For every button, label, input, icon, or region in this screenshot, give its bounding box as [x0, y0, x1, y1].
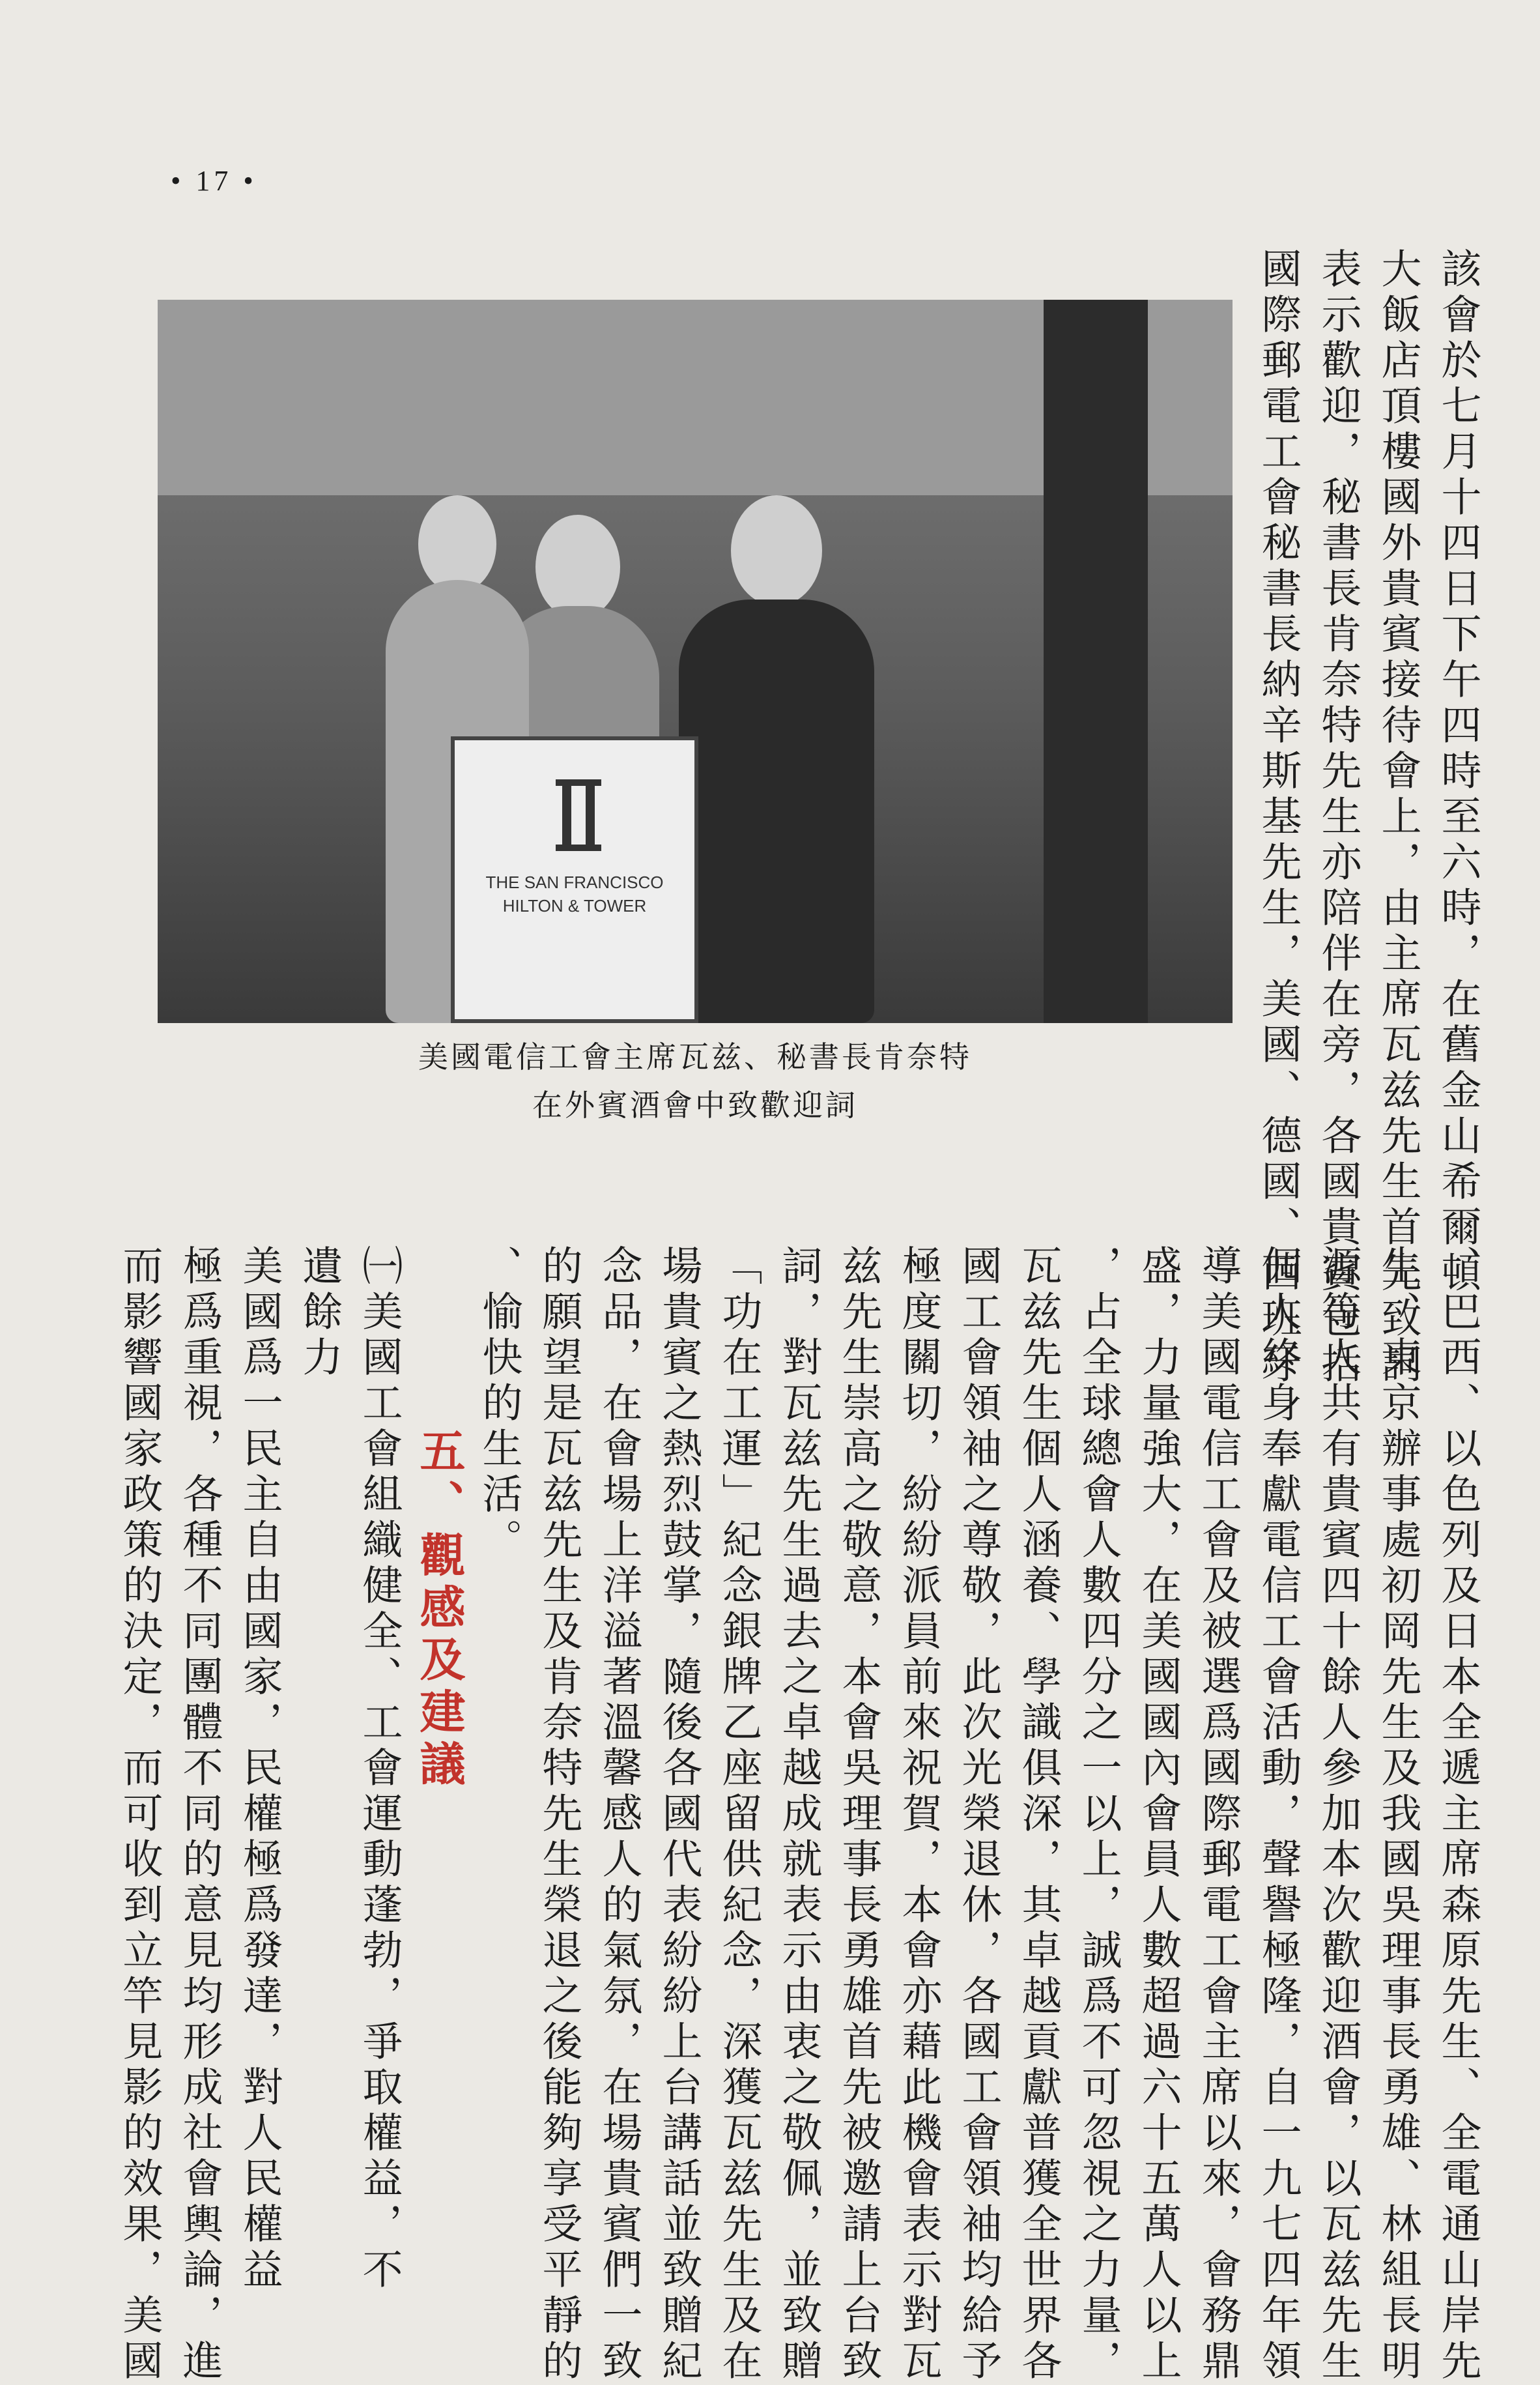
- person-head: [535, 515, 620, 619]
- text-line: 極爲重視，各種不同團體不同的意見均形成社會輿論，進: [176, 1245, 223, 2385]
- text-line: 遺餘力: [296, 1245, 343, 1381]
- text-line: 個人終身奉獻電信工會活動，聲譽極隆，自一九七四年領: [1255, 1245, 1302, 2385]
- caption-line: 美國電信工會主席瓦兹、秘書長肯奈特: [418, 1039, 972, 1075]
- text-line: 國際郵電工會秘書長納辛斯基先生，美國、德國、西班牙: [1255, 248, 1302, 1388]
- text-line: 的願望是瓦兹先生及肯奈特先生榮退之後能夠享受平靜的: [535, 1245, 583, 2385]
- hilton-logo-icon: [556, 779, 601, 851]
- photo-caption: [158, 1033, 1233, 1129]
- podium-text: [455, 871, 694, 918]
- text-line: 源等人共有貴賓四十餘人參加本次歡迎酒會，以瓦兹先生: [1315, 1245, 1362, 2385]
- text-line: 「功在工運」紀念銀牌乙座留供紀念，深獲瓦兹先生及在: [715, 1245, 763, 2385]
- person-head: [418, 495, 496, 593]
- text-line: 極度關切，紛紛派員前來祝賀，本會亦藉此機會表示對瓦: [895, 1245, 943, 2385]
- text-line: 表示歡迎，秘書長肯奈特先生亦陪伴在旁，各國貴賓包括: [1315, 248, 1362, 1388]
- text-line: 念品，在會場上洋溢著溫馨感人的氣氛，在場貴賓們一致: [595, 1245, 643, 2385]
- text-line: 場貴賓之熱烈鼓掌，隨後各國代表紛紛上台講話並致贈紀: [655, 1245, 703, 2385]
- podium-text-line: THE SAN FRANCISCO: [485, 873, 664, 892]
- podium: [451, 736, 698, 1023]
- person-body: [679, 600, 874, 1023]
- text-line: 詞，對瓦兹先生過去之卓越成就表示由衷之敬佩，並致贈: [775, 1245, 823, 2385]
- text-line: 美國爲一民主自由國家，民權極爲發達，對人民權益: [236, 1245, 283, 2294]
- text-line: 導美國電信工會及被選爲國際郵電工會主席以來，會務鼎: [1195, 1245, 1242, 2385]
- text-line: ㈠美國工會組織健全、工會運動蓬勃，爭取權益，不: [356, 1245, 403, 2294]
- caption-line: 在外賓酒會中致歡迎詞: [532, 1088, 858, 1123]
- text-line: 兹先生崇高之敬意，本會吳理事長勇雄首先被邀請上台致: [835, 1245, 883, 2385]
- text-line: 該會於七月十四日下午四時至六時，在舊金山希爾頓: [1434, 248, 1482, 1297]
- text-line: 、愉快的生活。: [476, 1245, 523, 1564]
- text-line: 大飯店頂樓國外貴賓接待會上，由主席瓦兹先生首先致詞: [1375, 248, 1422, 1388]
- welcome-speech-photo: [158, 300, 1233, 1023]
- photo-pillar: [1044, 300, 1148, 1023]
- text-line: 國工會領袖之尊敬，此次光榮退休，各國工會領袖均給予: [955, 1245, 1003, 2385]
- text-line: 生、東京辦事處初岡先生及我國吳理事長勇雄、林組長明: [1375, 1245, 1422, 2385]
- bottom-text-block: [116, 1245, 1488, 2385]
- text-line: 而影響國家政策的決定，而可收到立竿見影的效果，美國: [116, 1245, 164, 2385]
- page-number: • 17 •: [171, 165, 257, 197]
- person-head: [731, 495, 822, 606]
- podium-text-line: HILTON & TOWER: [502, 896, 647, 916]
- text-line: 、巴西、以色列及日本全遞主席森原先生、全電通山岸先: [1434, 1245, 1482, 2385]
- text-line: 盛，力量強大，在美國國內會員人數超過六十五萬人以上: [1135, 1245, 1182, 2385]
- section-heading: 五、觀感及建議: [412, 1427, 466, 1792]
- text-line: ，占全球總會人數四分之一以上，誠爲不可忽視之力量，: [1075, 1245, 1122, 2385]
- top-text-block: [1214, 248, 1488, 1388]
- text-line: 瓦兹先生個人涵養、學識俱深，其卓越貢獻普獲全世界各: [1015, 1245, 1062, 2385]
